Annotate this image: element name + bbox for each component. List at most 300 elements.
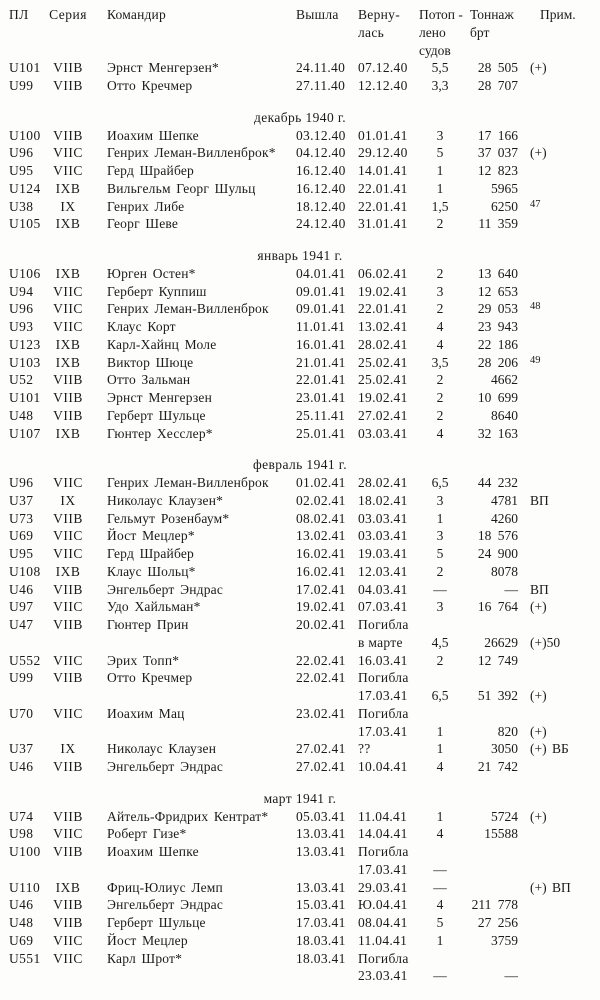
tonnage-cell: 51 392 bbox=[477, 688, 518, 703]
tonnage-cell: 24 900 bbox=[477, 546, 518, 561]
ships-sunk-cell: 1 bbox=[436, 932, 444, 948]
commander-cell: Эрнст Менгерзен* bbox=[107, 60, 219, 76]
date-returned-cell: ?? bbox=[358, 741, 371, 757]
date-departed-cell: 24.12.40 bbox=[296, 216, 346, 232]
series-cell: IXB bbox=[55, 265, 81, 281]
pl-cell: U93 bbox=[9, 319, 34, 334]
series-cell: VIIC bbox=[53, 652, 83, 668]
pl-cell: U47 bbox=[9, 617, 34, 632]
date-returned-cell: 07.03.41 bbox=[358, 599, 408, 615]
ships-sunk-cell: 3 bbox=[436, 492, 444, 508]
tonnage-cell: 27 256 bbox=[477, 915, 518, 930]
date-returned-cell: 03.03.41 bbox=[358, 425, 408, 441]
date-returned-cell: 14.04.41 bbox=[358, 826, 408, 842]
date-departed-cell: 04.01.41 bbox=[296, 265, 346, 281]
ships-sunk-cell: 2 bbox=[436, 216, 444, 232]
tonnage-cell: 21 742 bbox=[477, 759, 518, 774]
series-cell: VIIC bbox=[53, 145, 83, 161]
table-row-continuation bbox=[0, 967, 600, 985]
pl-cell: U106 bbox=[9, 265, 41, 281]
tonnage-cell: 8078 bbox=[491, 563, 518, 579]
tonnage-cell: 16 764 bbox=[477, 599, 518, 615]
tonnage-cell: 28 707 bbox=[477, 78, 518, 93]
commander-cell: Герберт Шульце bbox=[107, 915, 206, 930]
ships-sunk-cell: 5 bbox=[436, 915, 444, 930]
commander-cell: Вильгельм Георг Шульц bbox=[107, 180, 256, 196]
table-row-continuation bbox=[0, 634, 600, 652]
series-cell: IX bbox=[60, 741, 76, 757]
note-cell: ВП bbox=[530, 581, 549, 597]
commander-cell: Герд Шрайбер bbox=[107, 546, 195, 561]
tonnage-cell: 6250 bbox=[491, 198, 518, 214]
table-row bbox=[0, 300, 600, 318]
pl-cell: U98 bbox=[9, 826, 34, 842]
table-row bbox=[0, 808, 600, 826]
pl-cell: U552 bbox=[9, 652, 41, 668]
commander-cell: Герберт Куппиш bbox=[107, 283, 207, 299]
date-returned-cell: 27.02.41 bbox=[358, 407, 408, 423]
commander-cell: Герд Шрайбер bbox=[107, 163, 195, 178]
pl-cell: U99 bbox=[9, 78, 34, 93]
commander-cell: Гельмут Розенбаум* bbox=[107, 510, 230, 526]
table-row bbox=[0, 215, 600, 233]
ships-sunk-cell: — bbox=[433, 968, 447, 984]
pl-cell: U100 bbox=[9, 127, 41, 143]
note-cell: (+)50 bbox=[530, 634, 561, 650]
series-cell: VIIB bbox=[53, 581, 83, 597]
date-departed-cell: 17.02.41 bbox=[296, 581, 346, 597]
series-cell: VIIB bbox=[53, 617, 83, 632]
note-cell: (+) bbox=[530, 60, 547, 76]
ships-sunk-cell: 4 bbox=[436, 826, 444, 842]
date-returned-cell: Погибла bbox=[358, 844, 409, 859]
table-row bbox=[0, 563, 600, 581]
tonnage-cell: 11 359 bbox=[478, 216, 518, 232]
date-departed-cell: 02.02.41 bbox=[296, 492, 346, 508]
pl-cell: U551 bbox=[9, 950, 41, 966]
date-returned-cell: 31.01.41 bbox=[358, 216, 408, 232]
table-header-line-2 bbox=[0, 24, 600, 42]
footnote-ref: 47 bbox=[530, 198, 541, 210]
table-row-continuation bbox=[0, 687, 600, 705]
table-row bbox=[0, 669, 600, 687]
commander-cell: Фриц-Юлиус Лемп bbox=[107, 879, 223, 895]
pl-cell: U96 bbox=[9, 475, 34, 490]
note-cell: (+) bbox=[530, 145, 547, 161]
series-cell: VIIC bbox=[53, 528, 83, 544]
date-departed-cell: 25.01.41 bbox=[296, 425, 346, 441]
commander-cell: Гюнтер Прин bbox=[107, 617, 189, 632]
tonnage-cell: 4260 bbox=[491, 510, 518, 526]
table-row bbox=[0, 527, 600, 545]
date-departed-cell: 20.02.41 bbox=[296, 617, 346, 632]
tonnage-cell: 17 166 bbox=[477, 127, 518, 143]
tonnage-cell: 820 bbox=[497, 723, 518, 739]
commander-cell: Герберт Шульце bbox=[107, 407, 206, 423]
pl-cell: U37 bbox=[9, 741, 34, 757]
commander-cell: Юрген Остен* bbox=[107, 265, 196, 281]
date-departed-cell: 18.12.40 bbox=[296, 198, 346, 214]
commander-cell: Энгельберт Эндрас bbox=[107, 581, 224, 597]
table-row bbox=[0, 598, 600, 616]
note-cell: ВП bbox=[530, 492, 549, 508]
tonnage-cell: 211 778 bbox=[471, 897, 518, 913]
table-row bbox=[0, 545, 600, 563]
table-header-line-3 bbox=[0, 42, 600, 60]
date-departed-cell: 09.01.41 bbox=[296, 301, 346, 317]
pl-cell: U123 bbox=[9, 336, 41, 352]
header-pl: ПЛ bbox=[9, 7, 29, 22]
ships-sunk-cell: 3 bbox=[436, 283, 444, 299]
tonnage-cell: 23 943 bbox=[477, 319, 518, 334]
series-cell: IXB bbox=[55, 879, 81, 895]
pl-cell: U95 bbox=[9, 163, 34, 178]
date-returned-cell: 12.12.40 bbox=[358, 78, 408, 93]
pl-cell: U70 bbox=[9, 705, 34, 721]
table-row bbox=[0, 162, 600, 180]
table-row bbox=[0, 144, 600, 162]
pl-cell: U69 bbox=[9, 932, 34, 948]
table-row bbox=[0, 652, 600, 670]
pl-cell: U97 bbox=[9, 599, 34, 615]
pl-cell: U94 bbox=[9, 283, 34, 299]
date-departed-cell: 17.03.41 bbox=[296, 915, 346, 930]
commander-cell: Генрих Леман-Вилленброк bbox=[107, 475, 269, 490]
commander-cell: Отто Кречмер bbox=[107, 78, 193, 93]
table-row bbox=[0, 198, 600, 216]
commander-cell: Генрих Леман-Вилленброк* bbox=[107, 145, 276, 161]
ships-sunk-cell: 2 bbox=[436, 372, 444, 388]
ships-sunk-cell: 3 bbox=[436, 599, 444, 615]
ships-sunk-cell: 2 bbox=[436, 563, 444, 579]
header-returned-2: лась bbox=[358, 24, 385, 40]
tonnage-cell: 22 186 bbox=[477, 336, 518, 352]
pl-cell: U46 bbox=[9, 897, 34, 913]
series-cell: VIIB bbox=[53, 372, 83, 388]
date-departed-cell: 13.03.41 bbox=[296, 879, 346, 895]
commander-cell: Эрнст Менгерзен bbox=[107, 390, 213, 405]
commander-cell: Георг Шеве bbox=[107, 216, 179, 232]
date-returned-cell: 17.03.41 bbox=[358, 688, 408, 703]
series-cell: VIIB bbox=[53, 844, 83, 859]
ships-sunk-cell: — bbox=[433, 861, 447, 877]
date-departed-cell: 27.02.41 bbox=[296, 759, 346, 774]
date-returned-cell: 17.03.41 bbox=[358, 861, 408, 877]
date-returned-cell: 19.02.41 bbox=[358, 390, 408, 405]
series-cell: VIIC bbox=[53, 163, 83, 178]
date-departed-cell: 16.02.41 bbox=[296, 546, 346, 561]
table-row bbox=[0, 425, 600, 443]
commander-cell: Йост Мецлер* bbox=[107, 528, 195, 544]
date-returned-cell: 22.01.41 bbox=[358, 180, 408, 196]
series-cell: VIIC bbox=[53, 301, 83, 317]
ships-sunk-cell: 2 bbox=[436, 407, 444, 423]
note-cell: (+) ВП bbox=[530, 879, 571, 895]
tonnage-cell: 28 505 bbox=[477, 60, 518, 76]
series-cell: VIIB bbox=[53, 78, 83, 93]
pl-cell: U46 bbox=[9, 581, 34, 597]
series-cell: VIIB bbox=[53, 808, 83, 824]
date-departed-cell: 16.12.40 bbox=[296, 180, 346, 196]
commander-cell: Иоахим Мац bbox=[107, 705, 185, 721]
ships-sunk-cell: 4 bbox=[436, 425, 444, 441]
date-departed-cell: 16.12.40 bbox=[296, 163, 346, 178]
table-row bbox=[0, 474, 600, 492]
pl-cell: U69 bbox=[9, 528, 34, 544]
tonnage-cell: 29 053 bbox=[477, 301, 518, 317]
pl-cell: U124 bbox=[9, 180, 41, 196]
header-tonnage: Тоннаж bbox=[470, 7, 514, 22]
series-cell: VIIC bbox=[53, 319, 83, 334]
series-cell: VIIC bbox=[53, 950, 83, 966]
date-returned-cell: 08.04.41 bbox=[358, 915, 408, 930]
commander-cell: Иоахим Шепке bbox=[107, 844, 199, 859]
date-departed-cell: 25.11.41 bbox=[296, 407, 346, 423]
table-row bbox=[0, 180, 600, 198]
date-departed-cell: 18.03.41 bbox=[296, 932, 346, 948]
pl-cell: U96 bbox=[9, 301, 34, 317]
date-returned-cell: 03.03.41 bbox=[358, 510, 408, 526]
tonnage-cell: 12 749 bbox=[477, 652, 518, 668]
table-row bbox=[0, 354, 600, 372]
series-cell: VIIC bbox=[53, 932, 83, 948]
date-departed-cell: 21.01.41 bbox=[296, 354, 346, 370]
header-series: Серия bbox=[49, 7, 87, 22]
ships-sunk-cell: 4 bbox=[436, 336, 444, 352]
table-row bbox=[0, 265, 600, 283]
series-cell: IX bbox=[60, 198, 76, 214]
ships-sunk-cell: 3,3 bbox=[431, 78, 449, 93]
section-heading: март 1941 г. bbox=[263, 790, 337, 806]
series-cell: VIIB bbox=[53, 390, 83, 405]
commander-cell: Эрих Топп* bbox=[107, 652, 180, 668]
table-row bbox=[0, 371, 600, 389]
date-returned-cell: 07.12.40 bbox=[358, 60, 408, 76]
series-cell: VIIB bbox=[53, 60, 83, 76]
commander-cell: Клаус Шольц* bbox=[107, 563, 196, 579]
table-row bbox=[0, 283, 600, 301]
pl-cell: U74 bbox=[9, 808, 34, 824]
commander-cell: Роберт Гизе* bbox=[107, 826, 187, 842]
header-tonnage-2: брт bbox=[470, 24, 490, 40]
pl-cell: U107 bbox=[9, 425, 41, 441]
commander-cell: Клаус Корт bbox=[107, 319, 176, 334]
date-departed-cell: 22.02.41 bbox=[296, 652, 346, 668]
tonnage-cell: — bbox=[504, 581, 518, 597]
date-returned-cell: Погибла bbox=[358, 617, 409, 632]
ships-sunk-cell: 5,5 bbox=[431, 60, 449, 76]
date-returned-cell: 16.03.41 bbox=[358, 652, 408, 668]
table-header-line-1 bbox=[0, 6, 600, 24]
series-cell: VIIB bbox=[53, 759, 83, 774]
date-departed-cell: 16.02.41 bbox=[296, 563, 346, 579]
note-cell: (+) bbox=[530, 599, 547, 615]
note-cell: (+) ВБ bbox=[530, 741, 569, 757]
series-cell: IXB bbox=[55, 336, 81, 352]
table-body bbox=[0, 59, 600, 985]
ships-sunk-cell: 1,5 bbox=[431, 198, 449, 214]
ships-sunk-cell: 1 bbox=[436, 741, 444, 757]
date-returned-cell: 06.02.41 bbox=[358, 265, 408, 281]
pl-cell: U46 bbox=[9, 759, 34, 774]
commander-cell: Энгельберт Эндрас bbox=[107, 759, 224, 774]
date-departed-cell: 13.03.41 bbox=[296, 826, 346, 842]
ships-sunk-cell: 6,5 bbox=[431, 688, 449, 703]
section-heading: декабрь 1940 г. bbox=[253, 109, 347, 125]
pl-cell: U37 bbox=[9, 492, 34, 508]
tonnage-cell: 10 699 bbox=[477, 390, 518, 405]
date-departed-cell: 19.02.41 bbox=[296, 599, 346, 615]
table-row bbox=[0, 407, 600, 425]
pl-cell: U73 bbox=[9, 510, 34, 526]
section-heading: февраль 1941 г. bbox=[252, 457, 347, 473]
date-returned-cell: 19.03.41 bbox=[358, 546, 408, 561]
series-cell: VIIB bbox=[53, 915, 83, 930]
date-departed-cell: 08.02.41 bbox=[296, 510, 346, 526]
date-departed-cell: 11.01.41 bbox=[296, 319, 346, 334]
date-returned-cell: 25.02.41 bbox=[358, 372, 408, 388]
date-returned-cell: 23.03.41 bbox=[358, 968, 408, 984]
date-returned-cell: 25.02.41 bbox=[358, 354, 408, 370]
date-departed-cell: 05.03.41 bbox=[296, 808, 346, 824]
date-departed-cell: 04.12.40 bbox=[296, 145, 346, 161]
table-row bbox=[0, 389, 600, 407]
ships-sunk-cell: 1 bbox=[436, 510, 444, 526]
date-returned-cell: 17.03.41 bbox=[358, 723, 408, 739]
tonnage-cell: 12 653 bbox=[477, 283, 518, 299]
table-row bbox=[0, 825, 600, 843]
ships-sunk-cell: 1 bbox=[436, 180, 444, 196]
date-returned-cell: 29.12.40 bbox=[358, 145, 408, 161]
ships-sunk-cell: 3,5 bbox=[431, 354, 449, 370]
date-returned-cell: Погибла bbox=[358, 950, 409, 966]
series-cell: VIIC bbox=[53, 283, 83, 299]
commander-cell: Айтель-Фридрих Кентрат* bbox=[107, 808, 269, 824]
pl-cell: U101 bbox=[9, 60, 41, 76]
ships-sunk-cell: 3 bbox=[436, 528, 444, 544]
date-returned-cell: 11.04.41 bbox=[358, 808, 408, 824]
tonnage-cell: 12 823 bbox=[477, 163, 518, 178]
tonnage-cell: 4662 bbox=[491, 372, 518, 388]
series-cell: VIIB bbox=[53, 510, 83, 526]
pl-cell: U103 bbox=[9, 354, 41, 370]
table-row bbox=[0, 705, 600, 723]
ships-sunk-cell: 5 bbox=[436, 546, 444, 561]
series-cell: VIIC bbox=[53, 599, 83, 615]
note-cell: (+) bbox=[530, 688, 547, 703]
header-returned: Верну- bbox=[358, 7, 401, 22]
date-returned-cell: 12.03.41 bbox=[358, 563, 408, 579]
section-heading: январь 1941 г. bbox=[257, 248, 343, 263]
footnote-ref: 49 bbox=[530, 354, 541, 366]
table-row bbox=[0, 616, 600, 634]
tonnage-cell: 15588 bbox=[484, 826, 518, 842]
commander-cell: Отто Кречмер bbox=[107, 670, 193, 686]
tonnage-cell: 13 640 bbox=[477, 265, 518, 281]
commander-cell: Карл-Хайнц Моле bbox=[107, 336, 217, 352]
ships-sunk-cell: 4 bbox=[436, 319, 444, 334]
tonnage-cell: 5724 bbox=[491, 808, 518, 824]
table-row bbox=[0, 758, 600, 776]
tonnage-cell: 37 037 bbox=[477, 145, 518, 161]
date-departed-cell: 13.02.41 bbox=[296, 528, 346, 544]
tonnage-cell: 5965 bbox=[491, 180, 518, 196]
date-returned-cell: 01.01.41 bbox=[358, 127, 408, 143]
date-departed-cell: 27.02.41 bbox=[296, 741, 346, 757]
tonnage-cell: 4781 bbox=[491, 492, 518, 508]
ships-sunk-cell: 1 bbox=[436, 723, 444, 739]
table-row bbox=[0, 879, 600, 897]
date-departed-cell: 15.03.41 bbox=[296, 897, 346, 913]
note-cell: (+) bbox=[530, 723, 547, 739]
date-departed-cell: 16.01.41 bbox=[296, 336, 346, 352]
tonnage-cell: 3050 bbox=[491, 741, 518, 757]
date-departed-cell: 23.01.41 bbox=[296, 390, 346, 405]
series-cell: VIIB bbox=[53, 407, 83, 423]
series-cell: IXB bbox=[55, 425, 81, 441]
table-row bbox=[0, 914, 600, 932]
ships-sunk-cell: 5 bbox=[436, 145, 444, 161]
ships-sunk-cell: — bbox=[433, 879, 447, 895]
commander-cell: Генрих Либе bbox=[107, 198, 185, 214]
date-departed-cell: 13.03.41 bbox=[296, 844, 346, 859]
pl-cell: U95 bbox=[9, 546, 34, 561]
series-cell: IX bbox=[60, 492, 76, 508]
ships-sunk-cell: 4,5 bbox=[431, 634, 449, 650]
table-row bbox=[0, 932, 600, 950]
commander-cell: Генрих Леман-Вилленброк bbox=[107, 301, 269, 317]
pl-cell: U105 bbox=[9, 216, 41, 232]
date-departed-cell: 01.02.41 bbox=[296, 475, 346, 490]
table-row bbox=[0, 581, 600, 599]
series-cell: VIIB bbox=[53, 127, 83, 143]
series-cell: IXB bbox=[55, 354, 81, 370]
date-returned-cell: 22.01.41 bbox=[358, 198, 408, 214]
table-row bbox=[0, 510, 600, 528]
tonnage-cell: 28 206 bbox=[477, 354, 518, 370]
date-returned-cell: 03.03.41 bbox=[358, 528, 408, 544]
date-departed-cell: 09.01.41 bbox=[296, 283, 346, 299]
ships-sunk-cell: 1 bbox=[436, 163, 444, 178]
pl-cell: U48 bbox=[9, 915, 34, 930]
ships-sunk-cell: — bbox=[433, 581, 447, 597]
series-cell: VIIC bbox=[53, 705, 83, 721]
commander-cell: Удо Хайльман* bbox=[107, 599, 201, 615]
header-sunk: Потоп - bbox=[419, 7, 463, 22]
table-row-continuation bbox=[0, 861, 600, 879]
series-cell: VIIC bbox=[53, 546, 83, 561]
date-returned-cell: 22.01.41 bbox=[358, 301, 408, 317]
table-row bbox=[0, 59, 600, 77]
pl-cell: U108 bbox=[9, 563, 41, 579]
tonnage-cell: 8640 bbox=[491, 407, 518, 423]
series-cell: VIIC bbox=[53, 826, 83, 842]
series-cell: VIIB bbox=[53, 670, 83, 686]
ships-sunk-cell: 4 bbox=[436, 897, 444, 913]
date-returned-cell: 04.03.41 bbox=[358, 581, 408, 597]
date-departed-cell: 24.11.40 bbox=[296, 60, 346, 76]
table-row-continuation bbox=[0, 723, 600, 741]
header-notes: Прим. bbox=[540, 7, 576, 22]
date-departed-cell: 22.01.41 bbox=[296, 372, 346, 388]
pl-cell: U100 bbox=[9, 844, 41, 859]
ships-sunk-cell: 1 bbox=[436, 808, 444, 824]
table-row bbox=[0, 950, 600, 968]
date-returned-cell: Погибла bbox=[358, 670, 409, 686]
tonnage-cell: — bbox=[504, 968, 518, 984]
date-returned-cell: 13.02.41 bbox=[358, 319, 408, 334]
ships-sunk-cell: 2 bbox=[436, 390, 444, 405]
